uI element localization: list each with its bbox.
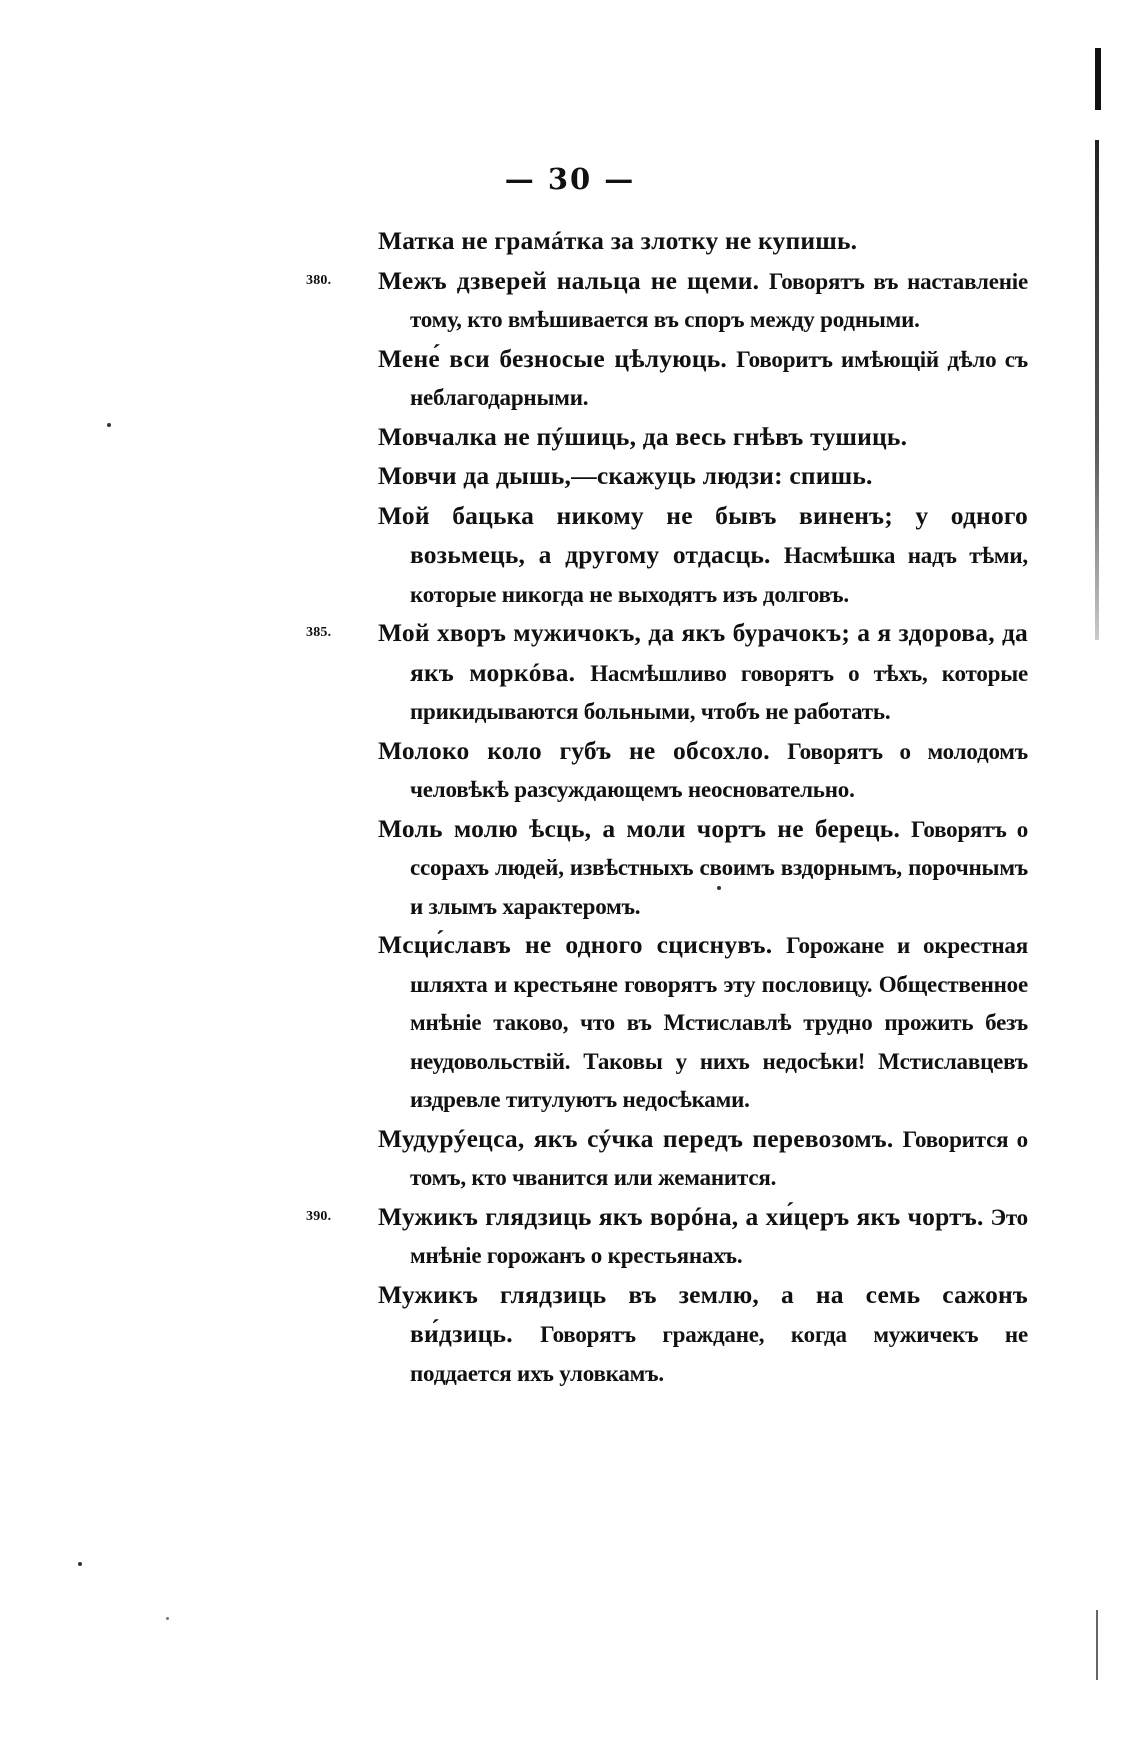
proverb-entry (378, 1276, 1028, 1394)
proverb-entry (378, 926, 1028, 1120)
page-edge-mark-middle (1095, 140, 1099, 640)
proverb-gloss: Насмѣшливо говорятъ о тѣхъ, которые прикидываются больными, чтобъ не работать. (410, 660, 1028, 724)
proverb-gloss: Говорятъ о молодомъ человѣкѣ разсуждающемъ неосновательно. (410, 738, 1028, 802)
proverb-gloss: Насмѣшка надъ тѣми, которые никогда не выходятъ изъ долговъ. (410, 543, 1028, 607)
proverb-entry (306, 262, 1028, 340)
proverb-text: Мовчи да дышь,—скажуць людзи: спишь. (378, 461, 873, 490)
proverb-text: Матка не грамáтка за злотку не купишь. (378, 226, 858, 255)
proverb-entry (378, 810, 1028, 927)
proverb-entry (378, 222, 1028, 262)
proverb-entry (378, 340, 1028, 418)
ink-speck (107, 423, 111, 427)
proverb-entry (378, 732, 1028, 810)
proverb-gloss: Говорятъ граждане, когда мужичекъ не поддается ихъ уловкамъ. (410, 1322, 1028, 1386)
proverb-gloss: Горожане и окрестная шляхта и крестьяне говорятъ эту пословицу. Общественное мнѣніе таково, что въ Мстиславлѣ трудно прожить безъ неудовольствій. Таковы у нихъ недосѣки! Мстиславцевъ издревле титулуютъ недосѣками. (410, 933, 1028, 1112)
ink-speck (166, 1617, 169, 1620)
proverb-entry (306, 1198, 1028, 1276)
proverb-text: Молоко коло губъ не обсохло. (378, 735, 770, 765)
proverb-text: Мовчалка не пýшиць, да весь гнѣвъ тушиць. (378, 421, 908, 451)
page-number: — 30 — (504, 162, 636, 196)
page-edge-mark-top (1095, 48, 1101, 110)
proverb-entry (378, 418, 1028, 458)
proverb-text: Мужикъ глядзиць якъ ворóна, а хи́церъ якъ чортъ. (378, 1201, 984, 1231)
proverb-entry (378, 1120, 1028, 1198)
proverb-column (306, 222, 1028, 1393)
proverb-gloss: Это мнѣніе горожанъ о крестьянахъ. (410, 1204, 1028, 1268)
proverb-text: Межъ дзверей нальца не щеми. (378, 265, 760, 295)
proverb-gloss: Говорятъ о ссорахъ людей, извѣстныхъ своимъ вздорнымъ, порочнымъ и злымъ характеромъ. (410, 816, 1028, 919)
proverb-text: Моль молю ѣсць, а моли чортъ не берець. (378, 813, 901, 843)
proverb-gloss: Говоритъ имѣющій дѣло съ неблагодарными. (410, 346, 1028, 410)
proverb-entry (378, 457, 1028, 497)
proverb-gloss: Говорятъ въ наставленіе тому, кто вмѣшивается въ споръ между родными. (410, 268, 1028, 332)
proverb-entry (378, 497, 1028, 615)
entry-number: 380. (306, 272, 332, 288)
proverb-text: Мужикъ глядзиць въ землю, а на семь сажонъ ви́дзиць. (378, 1279, 1028, 1348)
page-edge-mark-bottom (1096, 1610, 1098, 1680)
proverb-entry (306, 614, 1028, 732)
proverb-text: Мудурýецса, якъ сýчка передъ перевозомъ. (378, 1123, 894, 1153)
proverb-text: Мене́ вси безносые цѣлуюць. (378, 343, 728, 373)
entry-number: 390. (306, 1208, 332, 1224)
proverb-gloss: Говорится о томъ, кто чванится или жеманится. (410, 1126, 1028, 1190)
proverb-text: Мой хворъ мужичокъ, да якъ бурачокъ; а я здорова, да якъ моркóва. (378, 618, 1028, 687)
ink-speck (78, 1562, 82, 1566)
proverb-text: Мой бацька никому не бывъ виненъ; у одного возьмець, а другому отдасць. (378, 500, 1028, 569)
proverb-text: Мсци́славъ не одного сциснувъ. (378, 930, 773, 959)
entry-number: 385. (306, 625, 332, 640)
